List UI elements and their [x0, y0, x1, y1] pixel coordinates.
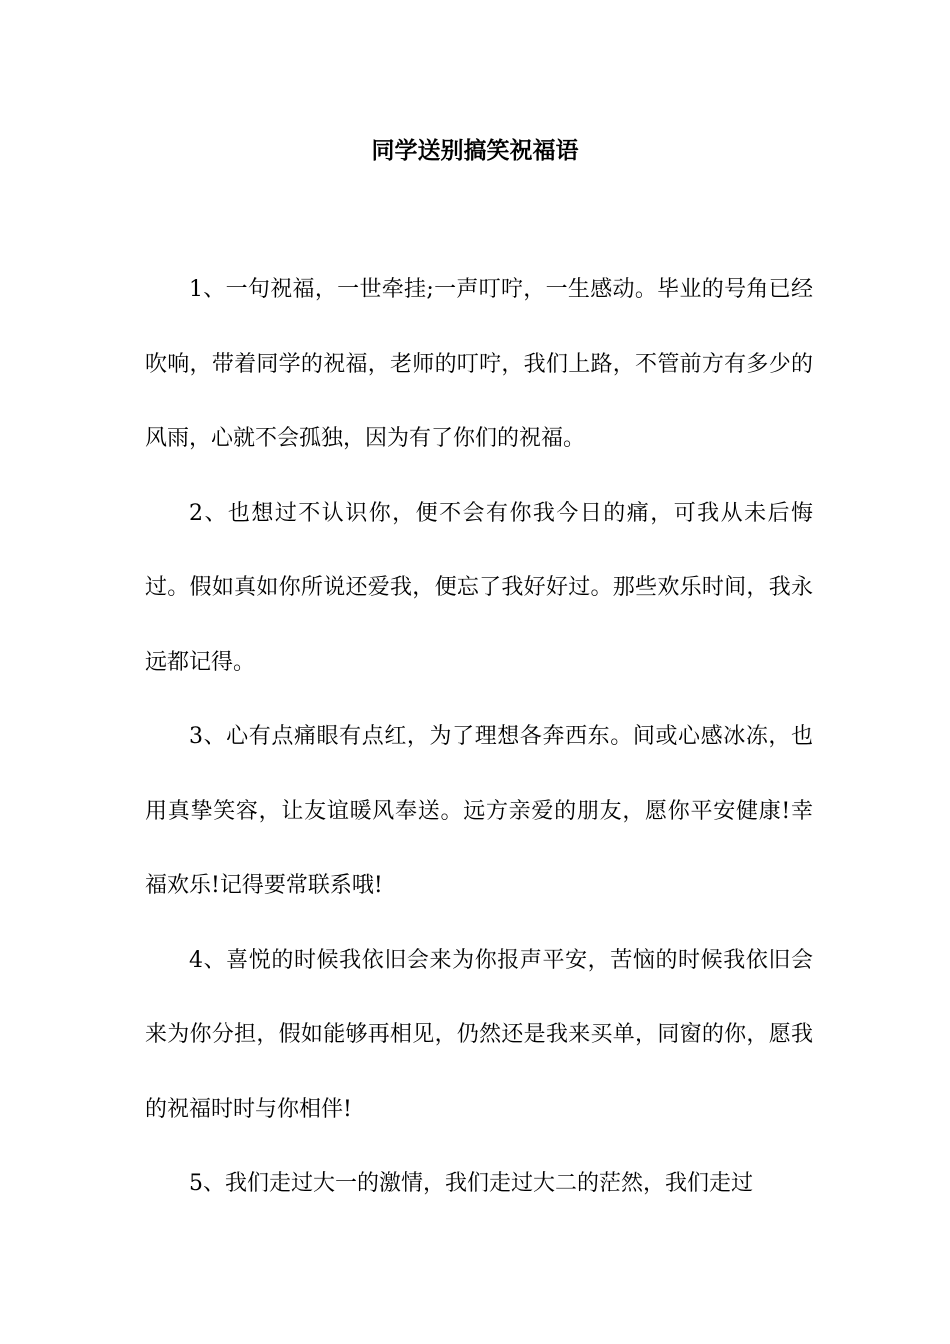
document-body: [145, 253, 813, 1222]
document-title: 同学送别搞笑祝福语: [371, 138, 579, 164]
paragraph-5: 5、我们走过大一的激情，我们走过大二的茫然，我们走过: [189, 1171, 753, 1196]
paragraph-1: 1、一句祝福，一世牵挂;一声叮咛，一生感动。毕业的号角已经吹响，带着同学的祝福，老师的叮咛，我们上路，不管前方有多少的风雨，心就不会孤独，因为有了你们的祝福。: [145, 277, 813, 451]
paragraph-2: 2、也想过不认识你，便不会有你我今日的痛，可我从未后悔过。假如真如你所说还爱我，便忘了我好好过。那些欢乐时间，我永远都记得。: [145, 500, 813, 675]
paragraph-3: 3、心有点痛眼有点红，为了理想各奔西东。间或心感冰冻，也用真挚笑容，让友谊暖风奉送。远方亲爱的朋友，愿你平安健康!幸福欢乐!记得要常联系哦!: [145, 724, 813, 898]
paragraph-4: 4、喜悦的时候我依旧会来为你报声平安，苦恼的时候我依旧会来为你分担，假如能够再相见，仍然还是我来买单，同窗的你，愿我的祝福时时与你相伴!: [145, 947, 813, 1122]
